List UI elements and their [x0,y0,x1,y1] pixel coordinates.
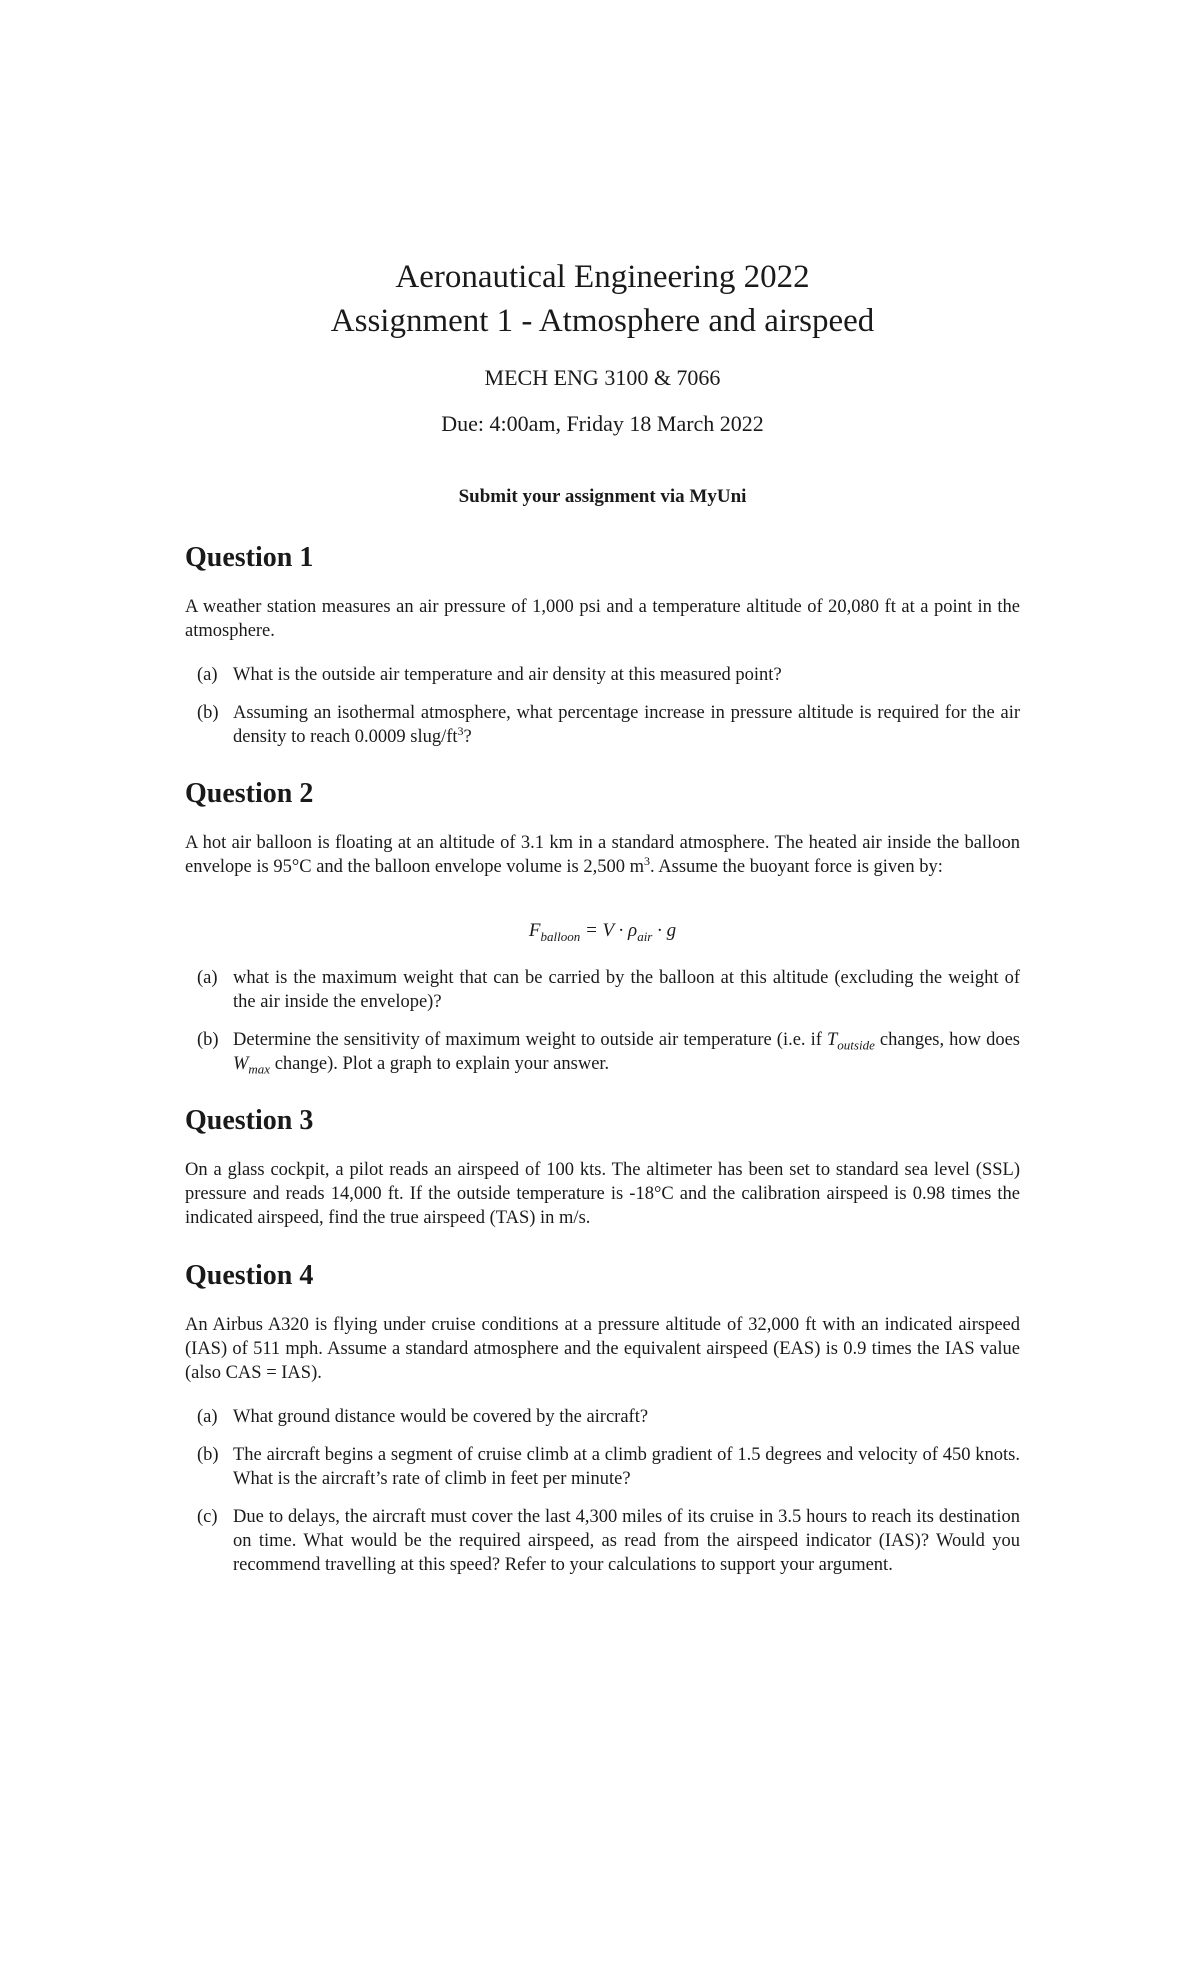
question-4b [197,1443,1020,1491]
question-4-intro: An Airbus A320 is flying under cruise conditions at a pressure altitude of 32,000 ft with an indicated airspeed (IAS) of 511 mph. Assume a standard atmosphere and the equivalent airspeed (EAS) is 0.9 times the IAS value (also CAS = IAS). [185,1315,1020,1383]
item-text-part: change). Plot a graph to explain your answer. [270,1054,610,1074]
equation-part: · g [652,920,677,941]
item-text: What is the outside air temperature and air density at this measured point? [233,665,782,685]
item-text: The aircraft begins a segment of cruise climb at a climb gradient of 1.5 degrees and velocity of 450 knots. What is the aircraft’s rate of climb in feet per minute? [233,1445,1020,1489]
equation-subscript: air [637,928,653,944]
due-date: Due: 4:00am, Friday 18 March 2022 [441,411,764,436]
math-subscript: max [248,1061,271,1077]
submit-note-block [185,486,1020,508]
question-1-intro: A weather station measures an air pressure of 1,000 psi and a temperature altitude of 20,080 ft at a point in the atmosphere. [185,597,1020,641]
item-text-part: Assuming an isothermal atmosphere, what percentage increase in pressure altitude is required for the air density to reach 0.0009 slug/ft [233,703,1020,747]
equation-subscript: balloon [540,928,581,944]
superscript: 3 [644,853,651,868]
item-text-part: ? [463,727,472,747]
buoyant-force-equation [185,920,1020,942]
question-3-heading: Question 3 [185,1105,314,1136]
question-1-heading: Question 1 [185,542,314,573]
question-1b [197,701,1020,749]
question-4c [197,1505,1020,1577]
equation-part: F [528,920,541,941]
item-label: (a) [197,968,218,988]
math-subscript: outside [837,1037,875,1053]
question-2-intro [185,831,1020,879]
question-4a [197,1405,1020,1429]
equation-part: = V · ρ [580,920,638,941]
question-4-heading: Question 4 [185,1260,314,1291]
item-label: (a) [197,665,218,685]
item-text: Due to delays, the aircraft must cover the last 4,300 miles of its cruise in 3.5 hours to reach its destination on time. What would be the required airspeed, as read from the airspeed indicator (IAS)? Would you recommend travelling at this speed? Refer to your calculations to support your argument. [233,1507,1020,1575]
item-label: (b) [197,1030,219,1050]
math-symbol: T [826,1030,838,1050]
item-text: what is the maximum weight that can be carried by the balloon at this altitude (excluding the weight of the air inside the envelope)? [233,968,1020,1012]
question-3-intro: On a glass cockpit, a pilot reads an airspeed of 100 kts. The altimeter has been set to standard sea level (SSL) pressure and reads 14,000 ft. If the outside temperature is -18°C and the calibration airspeed is 0.98 times the indicated airspeed, find the true airspeed (TAS) in m/s. [185,1160,1020,1228]
document-subtitle: Assignment 1 - Atmosphere and airspeed [330,303,875,339]
item-label: (b) [197,1445,219,1465]
question-1a [197,663,1020,687]
title-block [185,255,1020,343]
item-text: What ground distance would be covered by the aircraft? [233,1407,649,1427]
math-symbol: W [233,1054,249,1074]
intro-part: . Assume the buoyant force is given by: [650,857,943,877]
document-title: Aeronautical Engineering 2022 [395,259,810,295]
item-text [233,701,1020,749]
course-code-block [185,365,1020,391]
course-code: MECH ENG 3100 & 7066 [484,365,721,390]
due-date-block [185,411,1020,437]
question-2b [197,1028,1020,1076]
submit-instruction: Submit your assignment via MyUni [458,486,747,507]
question-2a [197,966,1020,1014]
item-text [233,1028,1020,1076]
item-label: (c) [197,1507,218,1527]
item-text-part: Determine the sensitivity of maximum weight to outside air temperature (i.e. if [233,1030,827,1050]
item-text-part: changes, how does [874,1030,1021,1050]
intro-part: A hot air balloon is floating at an altitude of 3.1 km in a standard atmosphere. The heated air inside the balloon envelope is 95°C and the balloon envelope volume is 2,500 m [185,833,1020,877]
item-label: (b) [197,703,219,723]
superscript: 3 [457,723,464,738]
item-label: (a) [197,1407,218,1427]
question-2-heading: Question 2 [185,778,314,809]
